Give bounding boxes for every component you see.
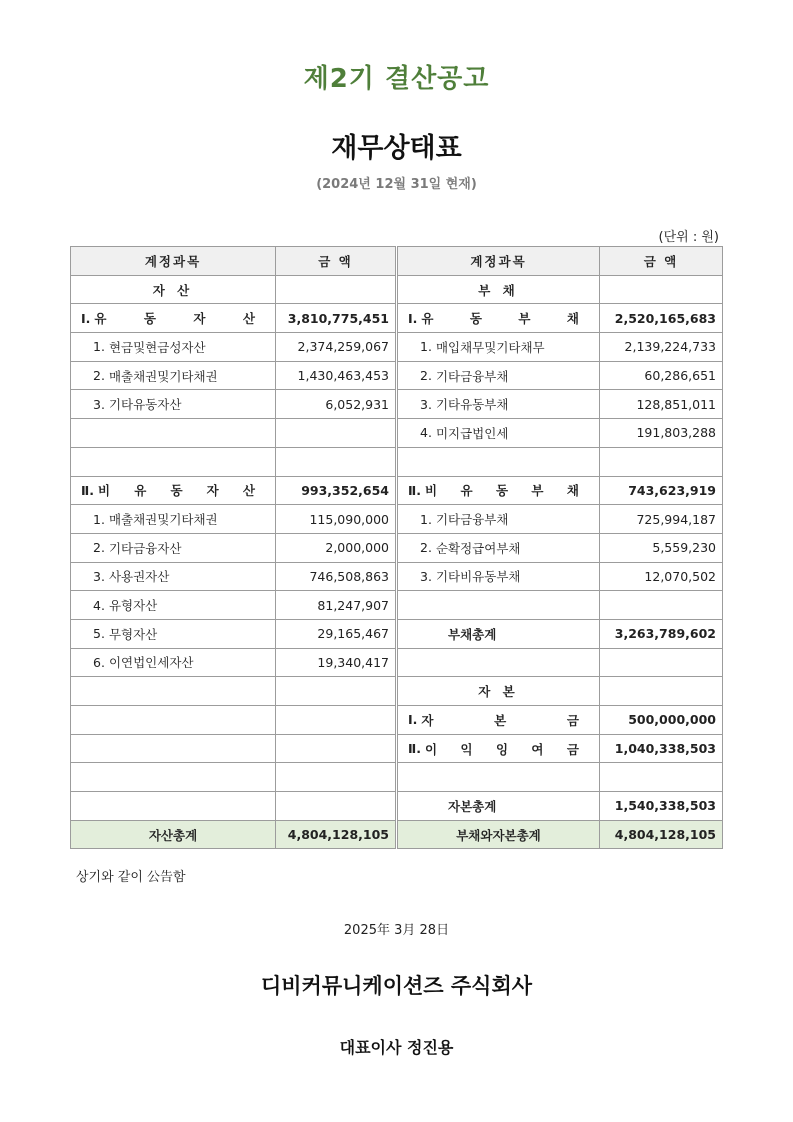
capital-stock-label: Ⅰ. 자 본 금	[397, 706, 600, 735]
notice-date: 2025年 3月 28日	[343, 923, 450, 938]
current-liabilities-label: Ⅰ. 유 동 부 채	[397, 304, 600, 333]
account-label: 2. 기타금융부채	[397, 361, 600, 390]
company-name: 디비커뮤니케이션즈 주식회사	[260, 974, 533, 998]
account-label: 1. 기타금융부채	[397, 505, 600, 534]
statement-title: 재무상태표	[331, 133, 462, 164]
noncurrent-liabilities-label: Ⅱ. 비 유 동 부 채	[397, 476, 600, 505]
account-amount: 60,286,651	[600, 361, 723, 390]
noncurrent-assets-label: Ⅱ. 비 유 동 자 산	[71, 476, 276, 505]
table-row	[71, 763, 723, 792]
table-row	[71, 792, 723, 821]
liabilities-total-amount: 3,263,789,602	[600, 619, 723, 648]
current-assets-label: Ⅰ. 유 동 자 산	[71, 304, 276, 333]
current-assets-amount: 3,810,775,451	[276, 304, 397, 333]
account-amount: 5,559,230	[600, 533, 723, 562]
account-amount: 128,851,011	[600, 390, 723, 419]
retained-earnings-amount: 1,040,338,503	[600, 734, 723, 763]
account-amount: 1,430,463,453	[276, 361, 397, 390]
assets-section-label: 자 산	[71, 275, 276, 304]
table-row	[71, 619, 723, 648]
retained-earnings-label: Ⅱ. 이 익 잉 여 금	[397, 734, 600, 763]
account-amount: 2,000,000	[276, 533, 397, 562]
liabilities-total-label: 부채총계	[397, 619, 600, 648]
account-label: 2. 기타금융자산	[71, 533, 276, 562]
account-label: 3. 기타비유동부채	[397, 562, 600, 591]
liabilities-section-label: 부 채	[397, 275, 600, 304]
notice-title: 제2기 결산공고	[303, 64, 490, 94]
notice-statement: 상기와 같이 公告함	[76, 870, 186, 885]
noncurrent-assets-amount: 993,352,654	[276, 476, 397, 505]
assets-total-label: 자산총계	[71, 820, 276, 849]
account-amount: 746,508,863	[276, 562, 397, 591]
account-label: 3. 사용권자산	[71, 562, 276, 591]
table-row	[71, 333, 723, 362]
liabilities-equity-total-amount: 4,804,128,105	[600, 820, 723, 849]
account-label: 1. 매출채권및기타채권	[71, 505, 276, 534]
table-row	[71, 419, 723, 448]
account-amount: 12,070,502	[600, 562, 723, 591]
account-label: 3. 기타유동부채	[397, 390, 600, 419]
account-amount: 115,090,000	[276, 505, 397, 534]
noncurrent-liabilities-amount: 743,623,919	[600, 476, 723, 505]
assets-total-amount: 4,804,128,105	[276, 820, 397, 849]
table-row	[71, 533, 723, 562]
table-row	[71, 562, 723, 591]
col-header-left-account: 계정과목	[71, 247, 276, 276]
table-row	[71, 505, 723, 534]
ceo-name: 대표이사 정진용	[339, 1038, 454, 1057]
table-row	[71, 591, 723, 620]
unit-label: (단위 : 원)	[658, 230, 719, 245]
current-liabilities-amount: 2,520,165,683	[600, 304, 723, 333]
table-row	[71, 734, 723, 763]
account-amount: 81,247,907	[276, 591, 397, 620]
account-label: 4. 미지급법인세	[397, 419, 600, 448]
table-row	[71, 677, 723, 706]
table-row	[71, 447, 723, 476]
account-amount: 725,994,187	[600, 505, 723, 534]
account-label: 2. 순확정급여부채	[397, 533, 600, 562]
table-row	[71, 361, 723, 390]
account-label: 3. 기타유동자산	[71, 390, 276, 419]
account-amount: 6,052,931	[276, 390, 397, 419]
table-header-row	[71, 247, 723, 276]
equity-section-label: 자 본	[397, 677, 600, 706]
table-row	[71, 304, 723, 333]
account-amount: 29,165,467	[276, 619, 397, 648]
account-label: 1. 현금및현금성자산	[71, 333, 276, 362]
table-row	[71, 476, 723, 505]
table-row	[71, 706, 723, 735]
account-label: 6. 이연법인세자산	[71, 648, 276, 677]
capital-stock-amount: 500,000,000	[600, 706, 723, 735]
table-row	[71, 275, 723, 304]
equity-total-amount: 1,540,338,503	[600, 792, 723, 821]
account-amount: 191,803,288	[600, 419, 723, 448]
table-row	[71, 390, 723, 419]
balance-sheet-table	[70, 246, 723, 849]
account-label: 5. 무형자산	[71, 619, 276, 648]
account-label: 2. 매출채권및기타채권	[71, 361, 276, 390]
col-header-right-account: 계정과목	[397, 247, 600, 276]
col-header-left-amount: 금 액	[276, 247, 397, 276]
account-amount: 2,139,224,733	[600, 333, 723, 362]
col-header-right-amount: 금 액	[600, 247, 723, 276]
as-of-date: (2024년 12월 31일 현재)	[316, 177, 477, 192]
liabilities-equity-total-label: 부채와자본총계	[397, 820, 600, 849]
account-amount: 2,374,259,067	[276, 333, 397, 362]
account-amount: 19,340,417	[276, 648, 397, 677]
grand-total-row	[71, 820, 723, 849]
account-label: 4. 유형자산	[71, 591, 276, 620]
equity-total-label: 자본총계	[397, 792, 600, 821]
table-row	[71, 648, 723, 677]
account-label: 1. 매입채무및기타채무	[397, 333, 600, 362]
